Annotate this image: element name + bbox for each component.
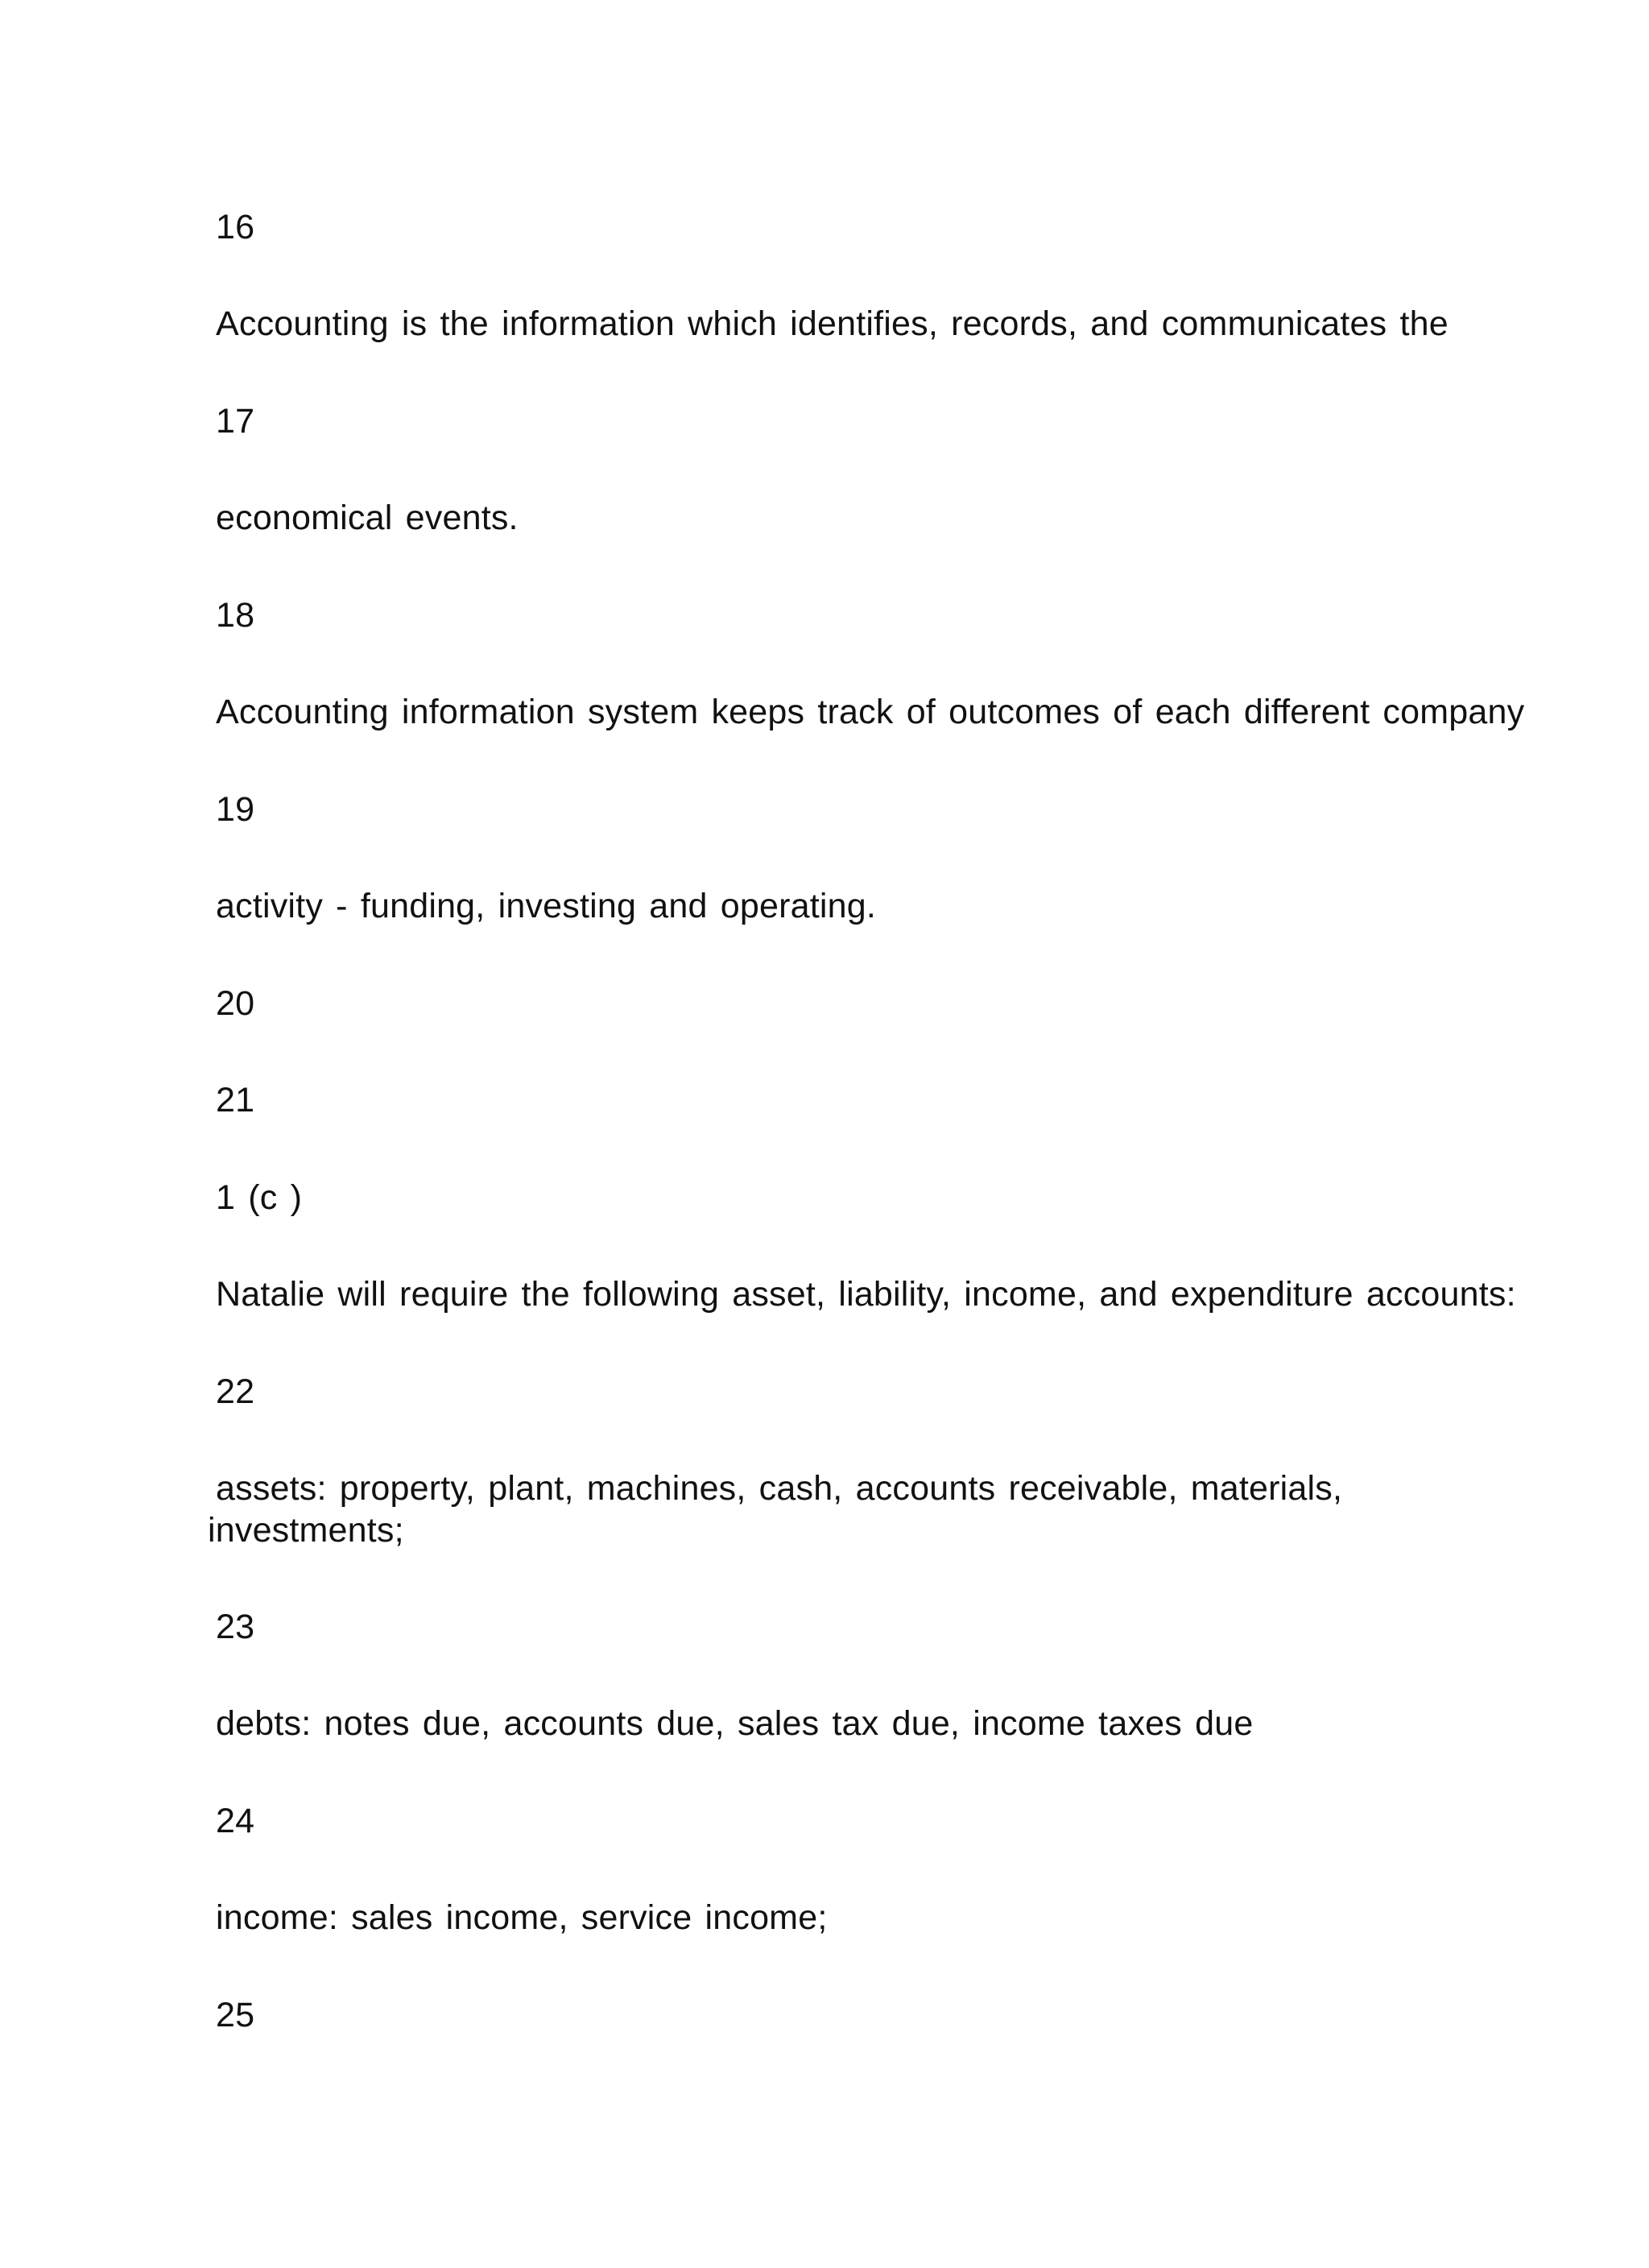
line-number: 18 (216, 596, 255, 635)
paragraph-text: economical events. (216, 499, 519, 537)
paragraph-text: income: sales income, service income; (216, 1898, 828, 1937)
paragraph-text: activity - funding, investing and operating. (216, 887, 876, 925)
section-label: 1 (c ) (216, 1178, 303, 1217)
line-number: 22 (216, 1372, 255, 1411)
line-number: 25 (216, 1996, 255, 2034)
line-number: 19 (216, 790, 255, 829)
paragraph-text: debts: notes due, accounts due, sales tax due, income taxes due (216, 1704, 1254, 1743)
line-number: 17 (216, 402, 255, 441)
line-number: 21 (216, 1081, 255, 1120)
line-number: 24 (216, 1802, 255, 1840)
line-number: 16 (216, 208, 255, 246)
paragraph-text: Accounting information system keeps track of outcomes of each different company (216, 693, 1525, 731)
paragraph-text-continued: investments; (208, 1511, 404, 1550)
paragraph-text: assets: property, plant, machines, cash, accounts receivable, materials, (216, 1469, 1343, 1508)
paragraph-text: Natalie will require the following asset, liability, income, and expenditure accounts: (216, 1275, 1516, 1314)
paragraph-text: Accounting is the information which identifies, records, and communicates the (216, 304, 1449, 343)
line-number: 23 (216, 1608, 255, 1646)
line-number: 20 (216, 984, 255, 1023)
